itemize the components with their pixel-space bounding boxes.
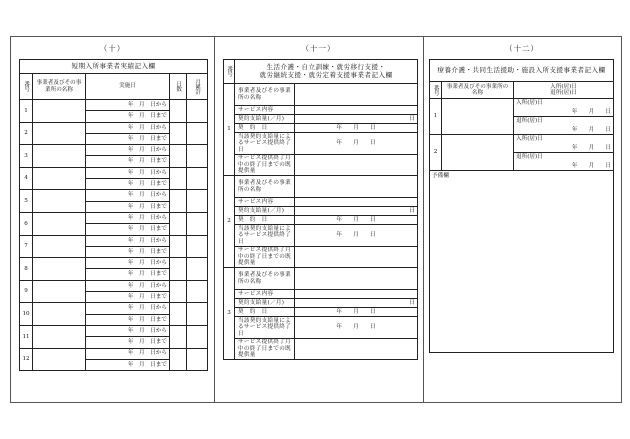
date-to-cell[interactable]: 年 月 日まで <box>86 156 170 167</box>
table-row <box>20 100 208 111</box>
table-row <box>20 190 208 201</box>
row-number: 3 <box>20 145 33 168</box>
col-header-no: 番号 <box>20 74 33 100</box>
table-row <box>224 133 418 155</box>
block-number: 1 <box>224 84 235 176</box>
short-stay-table <box>19 59 208 371</box>
table-row <box>224 84 418 106</box>
monthly-cell[interactable] <box>187 145 208 168</box>
residential-title: 療養介護・共同生活援助・施設入所支援事業者記入欄 <box>430 60 614 82</box>
in-date-value[interactable]: 年 月 日 <box>514 108 614 117</box>
field-value[interactable] <box>295 268 418 290</box>
date-to-cell[interactable]: 年 月 日まで <box>86 133 170 144</box>
field-label: サービス内容 <box>235 198 295 207</box>
date-from-cell[interactable]: 年 月 日から <box>86 190 170 201</box>
provider-cell[interactable] <box>33 303 86 326</box>
block-number: 2 <box>224 176 235 268</box>
col-header-provider: 事業者及びその事業所の名称 <box>33 74 86 100</box>
monthly-cell[interactable] <box>187 303 208 326</box>
field-value[interactable] <box>295 247 418 268</box>
field-label: 事業者及びその事業所の名称 <box>235 84 295 106</box>
table-row <box>224 115 418 124</box>
table-row <box>224 308 418 317</box>
field-value[interactable]: 年 月 日 <box>295 308 418 317</box>
col-header-date: 実施日 <box>86 74 170 100</box>
field-value[interactable]: 年 月 日 <box>295 317 418 339</box>
in-date-label: 入所(居)日 <box>514 135 614 144</box>
days-cell[interactable] <box>170 190 187 213</box>
days-cell[interactable] <box>170 258 187 281</box>
field-value[interactable] <box>295 198 418 207</box>
days-cell[interactable] <box>170 100 187 123</box>
table-row <box>224 290 418 299</box>
date-to-cell[interactable]: 年 月 日まで <box>86 246 170 257</box>
monthly-cell[interactable] <box>187 235 208 258</box>
days-cell[interactable] <box>170 348 187 371</box>
field-value[interactable]: 日 <box>295 207 418 216</box>
table-row <box>20 235 208 246</box>
field-value[interactable] <box>295 290 418 299</box>
row-number: 9 <box>20 280 33 303</box>
table-row <box>20 145 208 156</box>
record-page <box>10 36 622 403</box>
date-from-cell[interactable]: 年 月 日から <box>86 100 170 111</box>
table-row <box>20 258 208 269</box>
field-value[interactable]: 日 <box>295 115 418 124</box>
row-number: 2 <box>20 122 33 145</box>
row-number: 11 <box>20 325 33 348</box>
days-cell[interactable] <box>170 303 187 326</box>
field-value[interactable] <box>295 339 418 360</box>
table-row <box>20 212 208 223</box>
monthly-cell[interactable] <box>187 348 208 371</box>
field-label: 事業者及びその事業所の名称 <box>235 176 295 198</box>
monthly-cell[interactable] <box>187 167 208 190</box>
provider-cell[interactable] <box>442 135 514 171</box>
field-value[interactable] <box>295 176 418 198</box>
col-header-no: 番号 <box>224 60 235 84</box>
field-label: サービス提供終了月中の終了日までの既提供量 <box>235 155 295 176</box>
field-label: サービス内容 <box>235 106 295 115</box>
date-to-cell[interactable]: 年 月 日まで <box>86 337 170 348</box>
days-cell[interactable] <box>170 212 187 235</box>
row-number: 7 <box>20 235 33 258</box>
out-date-label: 退所(居)日 <box>514 117 614 126</box>
provider-cell[interactable] <box>442 99 514 135</box>
field-value[interactable] <box>295 106 418 115</box>
field-value[interactable]: 年 月 日 <box>295 216 418 225</box>
provider-cell[interactable] <box>33 167 86 190</box>
table-row <box>224 155 418 176</box>
row-number: 8 <box>20 258 33 281</box>
out-date-value[interactable]: 年 月 日 <box>514 162 614 171</box>
field-label: 事業者及びその事業所の名称 <box>235 268 295 290</box>
provider-cell[interactable] <box>33 145 86 168</box>
date-to-cell[interactable]: 年 月 日まで <box>86 314 170 325</box>
date-to-cell[interactable]: 年 月 日まで <box>86 292 170 303</box>
date-to-cell[interactable]: 年 月 日まで <box>86 224 170 235</box>
field-value[interactable] <box>295 84 418 106</box>
monthly-cell[interactable] <box>187 122 208 145</box>
date-to-cell[interactable]: 年 月 日まで <box>86 201 170 212</box>
field-value[interactable] <box>295 155 418 176</box>
day-service-table <box>223 59 418 360</box>
block-number: 2 <box>430 135 442 171</box>
divider <box>423 37 424 402</box>
date-to-cell[interactable]: 年 月 日まで <box>86 179 170 190</box>
col-header-monthly: 月累計 <box>187 74 208 100</box>
out-date-value[interactable]: 年 月 日 <box>514 126 614 135</box>
days-cell[interactable] <box>170 167 187 190</box>
provider-cell[interactable] <box>33 235 86 258</box>
row-number: 4 <box>20 167 33 190</box>
page-label-12: （十二） <box>505 44 539 53</box>
date-from-cell[interactable]: 年 月 日から <box>86 212 170 223</box>
date-from-cell[interactable]: 年 月 日から <box>86 280 170 291</box>
field-label: 当該契約支給量によるサービス提供終了日 <box>235 317 295 339</box>
table-row <box>20 167 208 178</box>
field-label: サービス内容 <box>235 290 295 299</box>
field-label: サービス提供終了月中の終了日までの既提供量 <box>235 247 295 268</box>
divider <box>214 37 215 402</box>
table-row <box>430 99 614 108</box>
row-number: 1 <box>20 100 33 123</box>
table-row <box>224 225 418 247</box>
monthly-cell[interactable] <box>187 100 208 123</box>
provider-cell[interactable] <box>33 348 86 371</box>
col-header-provider: 事業者及びその事業所の名称 <box>442 82 514 99</box>
row-number: 12 <box>20 348 33 371</box>
field-label: 契 約 日 <box>235 216 295 225</box>
field-label: サービス提供終了月中の終了日までの既提供量 <box>235 339 295 360</box>
table-row <box>224 339 418 360</box>
days-cell[interactable] <box>170 325 187 348</box>
table-row <box>20 303 208 314</box>
table-row <box>224 176 418 198</box>
table-row <box>20 122 208 133</box>
field-label: 当該契約支給量によるサービス提供終了日 <box>235 133 295 155</box>
days-cell[interactable] <box>170 280 187 303</box>
date-from-cell[interactable]: 年 月 日から <box>86 303 170 314</box>
table-row <box>20 348 208 359</box>
residential-table <box>429 59 614 353</box>
field-label: 契約支給量(／月) <box>235 207 295 216</box>
date-to-cell[interactable]: 年 月 日まで <box>86 111 170 122</box>
field-label: 契約支給量(／月) <box>235 299 295 308</box>
date-from-cell[interactable]: 年 月 日から <box>86 235 170 246</box>
block-number: 3 <box>224 268 235 360</box>
monthly-cell[interactable] <box>187 190 208 213</box>
provider-cell[interactable] <box>33 122 86 145</box>
in-date-label: 入所(居)日 <box>514 99 614 108</box>
row-number: 10 <box>20 303 33 326</box>
provider-cell[interactable] <box>33 212 86 235</box>
date-from-cell[interactable]: 年 月 日から <box>86 258 170 269</box>
date-from-cell[interactable]: 年 月 日から <box>86 122 170 133</box>
table-row <box>224 268 418 290</box>
page-label-10: （十） <box>99 44 126 53</box>
field-value[interactable]: 日 <box>295 299 418 308</box>
provider-cell[interactable] <box>33 325 86 348</box>
col-header-in-out: 入所(居)日 退所(居)日 <box>514 82 614 99</box>
field-value[interactable]: 年 月 日 <box>295 124 418 133</box>
provider-cell[interactable] <box>33 258 86 281</box>
field-value[interactable]: 年 月 日 <box>295 133 418 155</box>
remarks-label: 予備欄 <box>432 173 449 179</box>
remarks-row <box>430 171 614 353</box>
days-cell[interactable] <box>170 122 187 145</box>
monthly-cell[interactable] <box>187 258 208 281</box>
in-date-value[interactable]: 年 月 日 <box>514 144 614 153</box>
monthly-cell[interactable] <box>187 325 208 348</box>
table-row <box>224 124 418 133</box>
col-header-no: 番号 <box>430 82 442 99</box>
field-label: 契 約 日 <box>235 124 295 133</box>
date-from-cell[interactable]: 年 月 日から <box>86 348 170 359</box>
provider-cell[interactable] <box>33 100 86 123</box>
page-label-11: （十一） <box>301 44 336 53</box>
field-label: 当該契約支給量によるサービス提供終了日 <box>235 225 295 247</box>
monthly-cell[interactable] <box>187 212 208 235</box>
date-from-cell[interactable]: 年 月 日から <box>86 325 170 336</box>
table-row <box>224 216 418 225</box>
short-stay-title: 短期入所事業者実績記入欄 <box>20 60 208 74</box>
field-label: 契約支給量(／月) <box>235 115 295 124</box>
field-value[interactable]: 年 月 日 <box>295 225 418 247</box>
out-date-label: 退所(居)日 <box>514 153 614 162</box>
monthly-cell[interactable] <box>187 280 208 303</box>
date-from-cell[interactable]: 年 月 日から <box>86 167 170 178</box>
table-row <box>20 325 208 336</box>
field-label: 契 約 日 <box>235 308 295 317</box>
days-cell[interactable] <box>170 145 187 168</box>
block-number: 1 <box>430 99 442 135</box>
table-row <box>224 207 418 216</box>
remarks-field[interactable] <box>430 171 614 353</box>
table-row <box>224 317 418 339</box>
row-number: 5 <box>20 190 33 213</box>
table-row <box>224 247 418 268</box>
table-row <box>224 299 418 308</box>
date-to-cell[interactable]: 年 月 日まで <box>86 269 170 280</box>
table-row <box>224 106 418 115</box>
provider-cell[interactable] <box>33 280 86 303</box>
row-number: 6 <box>20 212 33 235</box>
date-from-cell[interactable]: 年 月 日から <box>86 145 170 156</box>
table-row <box>224 198 418 207</box>
day-service-title: 生活介護・自立訓練・就労移行支援・ 就労継続支援・就労定着支援事業者記入欄 <box>235 60 418 84</box>
col-header-days: 日数 <box>170 74 187 100</box>
table-row <box>20 280 208 291</box>
table-row <box>430 135 614 144</box>
date-to-cell[interactable]: 年 月 日まで <box>86 359 170 370</box>
days-cell[interactable] <box>170 235 187 258</box>
provider-cell[interactable] <box>33 190 86 213</box>
